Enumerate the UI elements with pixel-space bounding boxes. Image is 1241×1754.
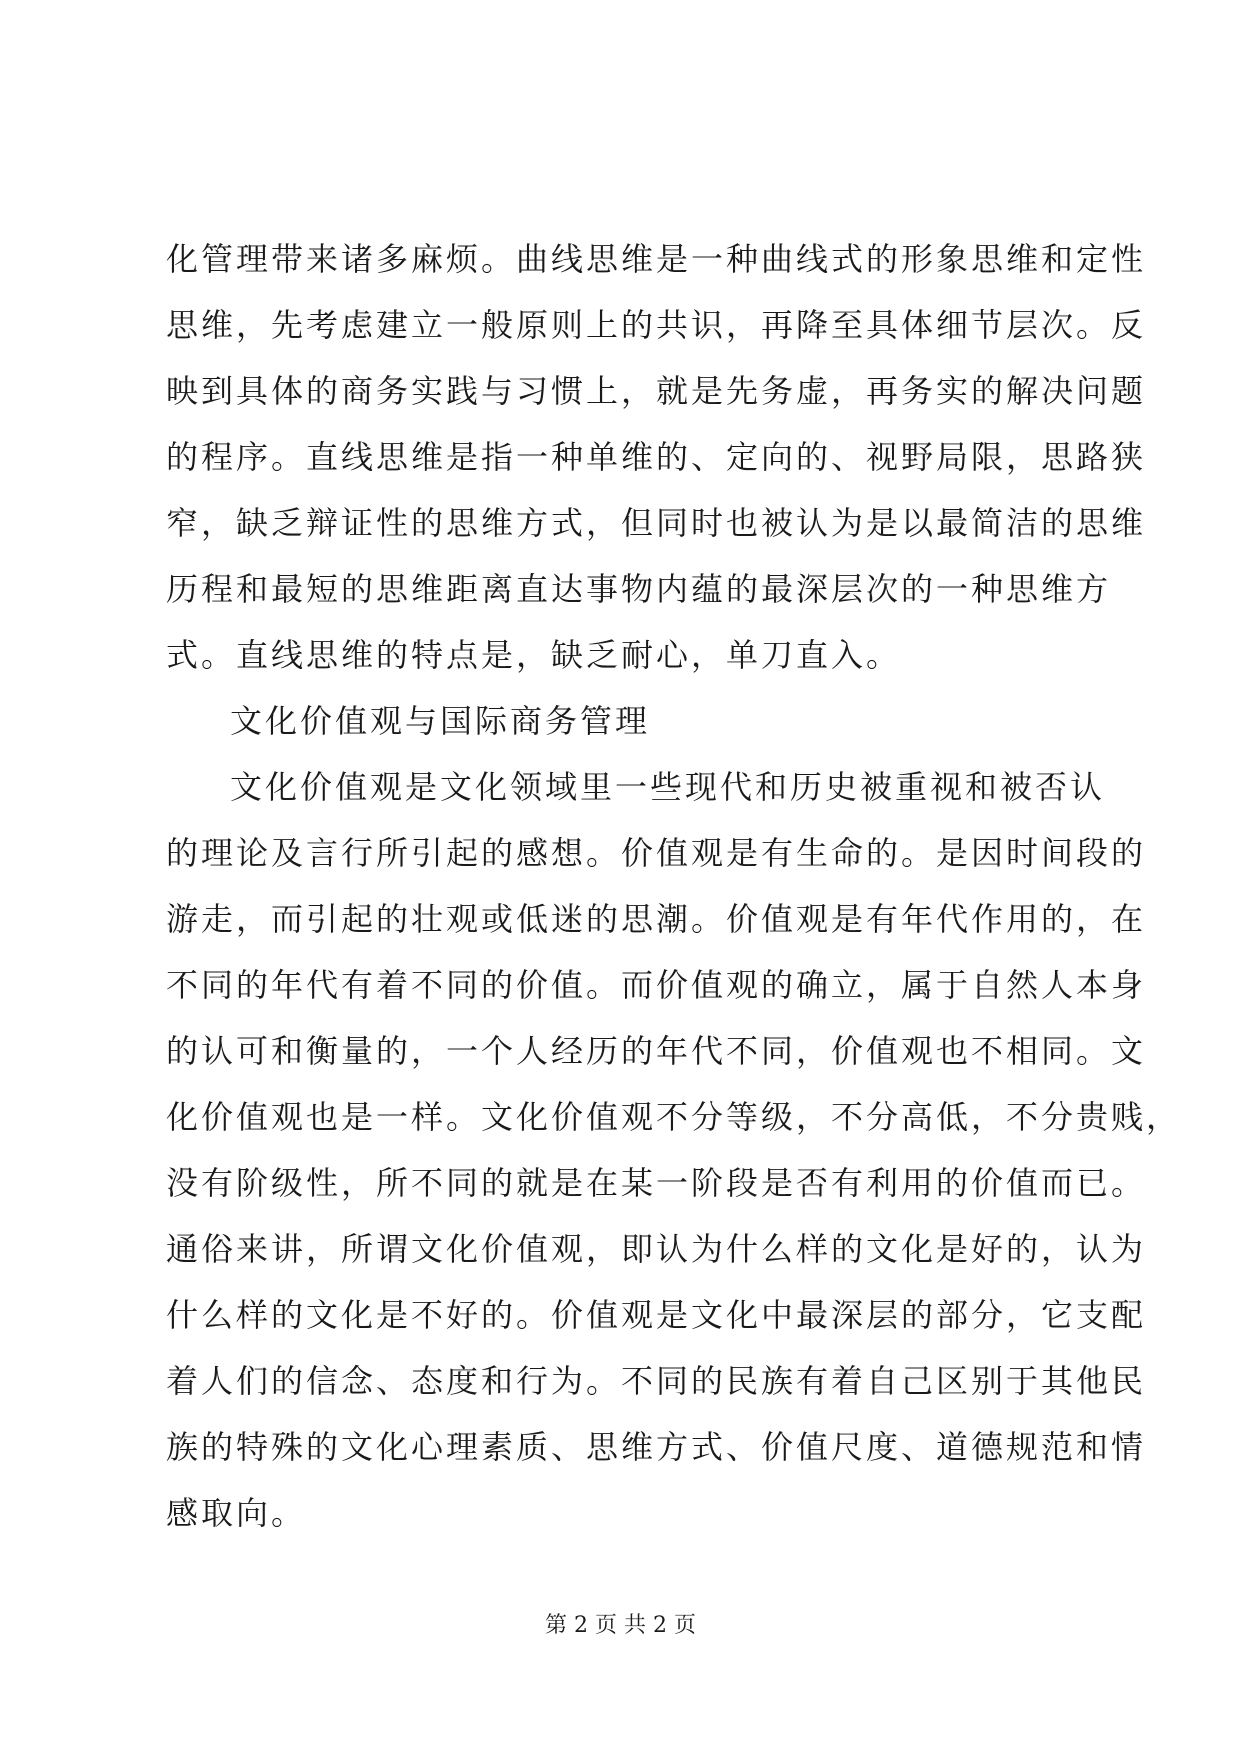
paragraph-line: 式。直线思维的特点是，缺乏耐心，单刀直入。 (166, 636, 902, 674)
paragraph-line: 历程和最短的思维距离直达事物内蕴的最深层次的一种思维方 (166, 570, 1112, 608)
page-footer: 第 2 页 共 2 页 (545, 1613, 696, 1638)
paragraph-line: 化价值观也是一样。文化价值观不分等级，不分高低，不分贵贱， (166, 1098, 1182, 1136)
paragraph-line: 窄，缺乏辩证性的思维方式，但同时也被认为是以最简洁的思维 (166, 504, 1147, 542)
paragraph-line: 族的特殊的文化心理素质、思维方式、价值尺度、道德规范和情 (166, 1428, 1147, 1466)
paragraph-line: 感取向。 (166, 1494, 307, 1532)
paragraph-line: 思维，先考虑建立一般原则上的共识，再降至具体细节层次。反 (166, 306, 1147, 344)
document-body (166, 226, 1182, 1546)
paragraph-line: 没有阶级性，所不同的就是在某一阶段是否有利用的价值而已。 (166, 1164, 1147, 1202)
paragraph-line: 映到具体的商务实践与习惯上，就是先务虚，再务实的解决问题 (166, 372, 1147, 410)
paragraph-line: 游走，而引起的壮观或低迷的思潮。价值观是有年代作用的，在 (166, 900, 1147, 938)
paragraph-line: 文化价值观是文化领域里一些现代和历史被重视和被否认 (230, 768, 1106, 806)
paragraph-line: 通俗来讲，所谓文化价值观，即认为什么样的文化是好的，认为 (166, 1230, 1147, 1268)
paragraph-line: 什么样的文化是不好的。价值观是文化中最深层的部分，它支配 (166, 1296, 1147, 1334)
paragraph-line: 的理论及言行所引起的感想。价值观是有生命的。是因时间段的 (166, 834, 1147, 872)
paragraph-line: 的程序。直线思维是指一种单维的、定向的、视野局限，思路狭 (166, 438, 1147, 476)
paragraph-line: 不同的年代有着不同的价值。而价值观的确立，属于自然人本身 (166, 966, 1147, 1004)
paragraph-line: 化管理带来诸多麻烦。曲线思维是一种曲线式的形象思维和定性 (166, 240, 1147, 278)
paragraph-line: 着人们的信念、态度和行为。不同的民族有着自己区别于其他民 (166, 1362, 1147, 1400)
paragraph-line: 的认可和衡量的，一个人经历的年代不同，价值观也不相同。文 (166, 1032, 1147, 1070)
section-heading: 文化价值观与国际商务管理 (230, 702, 651, 740)
